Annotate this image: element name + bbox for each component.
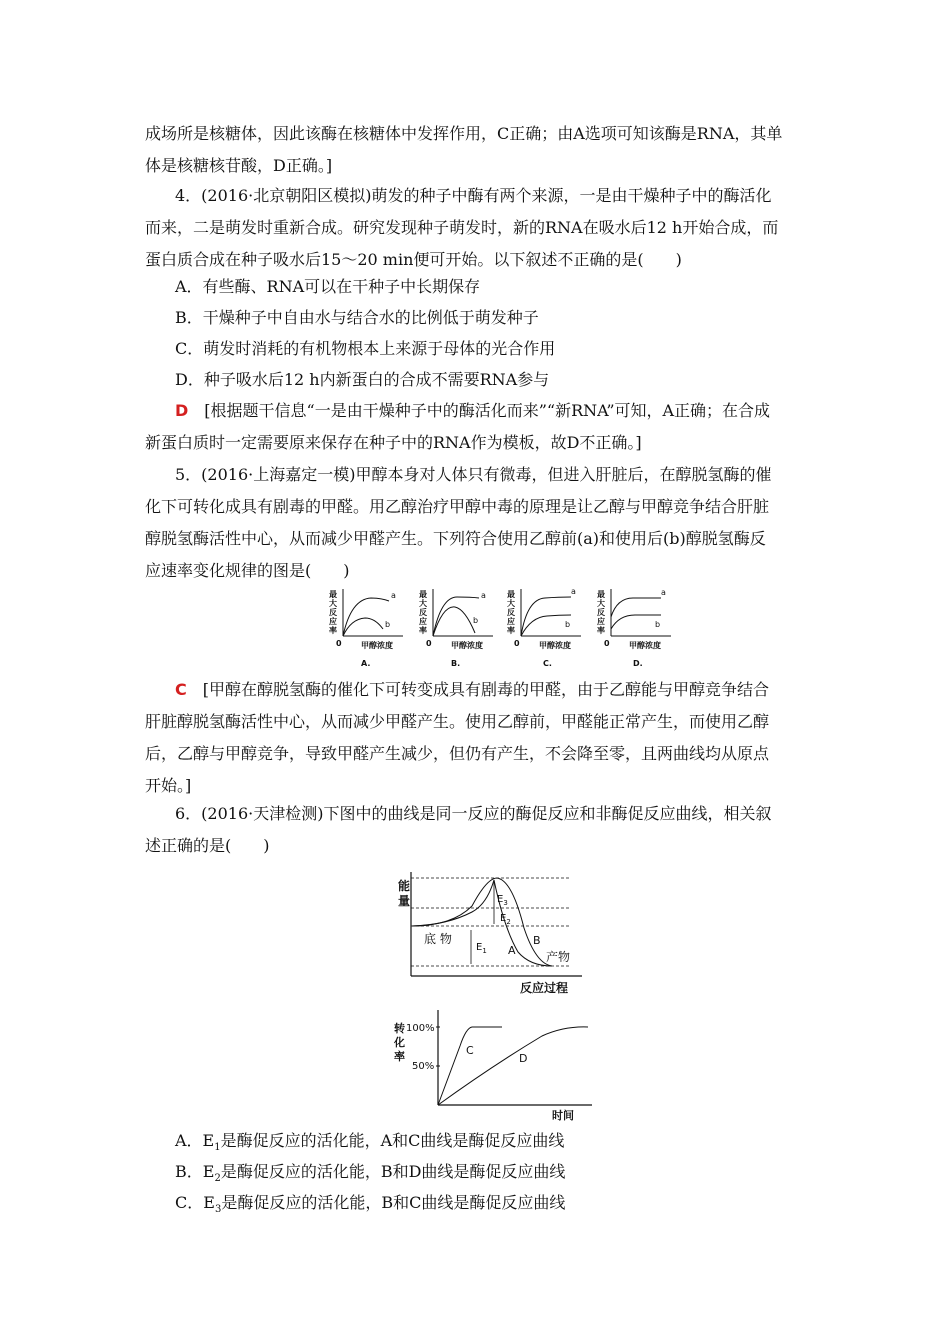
y-axis-label: 反 <box>419 608 427 617</box>
q4-explanation <box>145 395 810 459</box>
y-axis-label: 最 <box>419 590 427 599</box>
y-axis-label: 转 <box>394 1022 405 1035</box>
graph-caption: A. <box>361 659 371 668</box>
text-line: 新蛋白质时一定需要原来保存在种子中的RNA作为模板，故D不正确。] <box>145 433 642 452</box>
text-line: 6．(2016·天津检测)下图中的曲线是同一反应的酶促反应和非酶促反应曲线，相关叙 <box>175 804 772 823</box>
text-line: 而来，二是萌发时重新合成。研究发现种子萌发时，新的RNA在吸水后12 h开始合成，而 <box>145 218 779 237</box>
text-line: 5．(2016·上海嘉定一模)甲醇本身对人体只有微毒，但进入肝脏后，在醇脱氢酶的催 <box>175 465 772 484</box>
y-axis-label: 最 <box>507 590 515 599</box>
product-label: 产物 <box>546 950 571 964</box>
curve-D-label: D <box>519 1052 528 1065</box>
prev-explanation <box>145 118 810 182</box>
text-line: 化下可转化成具有剧毒的甲醛。用乙醇治疗甲醇中毒的原理是让乙醇与甲醇竞争结合肝脏 <box>145 497 770 516</box>
x-axis-label: 甲醇浓度 <box>451 641 483 650</box>
energy-diagram <box>392 868 592 998</box>
y-axis-label: 应 <box>507 617 515 626</box>
curve-a-label: a <box>571 587 576 596</box>
text-line: 应速率变化规律的图是( ) <box>145 561 350 580</box>
answer-letter: C <box>175 680 187 699</box>
origin-label: 0 <box>604 639 610 648</box>
curve-C-label: C <box>466 1044 474 1057</box>
q5-options-figure <box>325 585 675 673</box>
y-axis-label: 率 <box>419 626 427 635</box>
e3-label: $E_3$ <box>497 894 508 907</box>
x-axis-label: 甲醇浓度 <box>629 641 661 650</box>
curve-b <box>611 615 661 629</box>
y-axis-label: 反 <box>507 608 515 617</box>
e1-label: $E_1$ <box>476 942 487 955</box>
graph-caption: D. <box>633 659 643 668</box>
tick-label-100: 100% <box>406 1023 435 1034</box>
x-axis-label: 甲醇浓度 <box>539 641 571 650</box>
y-axis-label: 化 <box>394 1036 405 1049</box>
text-line: 肝脏醇脱氢酶活性中心，从而减少甲醛产生。使用乙醇前，甲醛能正常产生，而使用乙醇 <box>145 712 770 731</box>
y-axis-label: 能 <box>398 879 411 893</box>
text-line: 开始。] <box>145 776 192 795</box>
y-axis-label: 应 <box>329 617 337 626</box>
text-line: 后，乙醇与甲醇竞争，导致甲醛产生减少，但仍有产生，不会降至零，且两曲线均从原点 <box>145 744 770 763</box>
q4-option-d: D．种子吸水后12 h内新蛋白的合成不需要RNA参与 <box>175 370 550 389</box>
text-line: [根据题干信息“一是由干燥种子中的酶活化而来”“新RNA”可知，A正确；在合成 <box>188 401 771 420</box>
q4-option-b: B．干燥种子中自由水与结合水的比例低于萌发种子 <box>175 308 539 327</box>
graph-caption: C. <box>543 659 552 668</box>
answer-letter: D <box>175 401 189 420</box>
graph-caption: B. <box>451 659 461 668</box>
graph-c <box>507 587 581 668</box>
q5-explanation <box>145 674 810 802</box>
q4-option-a: A．有些酶、RNA可以在干种子中长期保存 <box>175 277 481 296</box>
origin-label: 0 <box>336 639 342 648</box>
curve-b <box>343 618 383 636</box>
curve-b <box>521 615 571 636</box>
curve-A-label: A <box>508 944 516 957</box>
q4-option-c: C．萌发时消耗的有机物根本上来源于母体的光合作用 <box>175 339 556 358</box>
y-axis-label: 率 <box>329 626 337 635</box>
text-line: 体是核糖核苷酸，D正确。] <box>145 156 333 175</box>
q6-option-b: B．$E_2$是酶促反应的活化能，B和D曲线是酶促反应曲线 <box>175 1162 566 1185</box>
y-axis-label: 率 <box>507 626 515 635</box>
x-axis-label: 甲醇浓度 <box>361 641 393 650</box>
text-line: 成场所是核糖体，因此该酶在核糖体中发挥作用，C正确；由A选项可知该酶是RNA，其单 <box>145 124 783 143</box>
y-axis-label: 反 <box>329 608 337 617</box>
y-axis-label: 大 <box>419 599 427 608</box>
text-line: 蛋白质合成在种子吸水后15～20 min便可开始。以下叙述不正确的是( ) <box>145 250 682 269</box>
curve-C <box>438 1027 502 1105</box>
y-axis-label: 应 <box>419 617 427 626</box>
graph-a <box>329 589 403 668</box>
curve-b-label: b <box>565 620 571 629</box>
y-axis-label: 大 <box>329 599 337 608</box>
text-line: 4．(2016·北京朝阳区模拟)萌发的种子中酶有两个来源，一是由干燥种子中的酶活化 <box>175 186 772 205</box>
question-5-stem <box>145 459 810 587</box>
tick-label-50: 50% <box>412 1061 435 1072</box>
e2-label: $E_2$ <box>500 913 511 926</box>
q6-option-c: C．$E_3$是酶促反应的活化能，B和C曲线是酶促反应曲线 <box>175 1193 566 1216</box>
y-axis-label: 应 <box>597 617 605 626</box>
curve-a <box>343 598 389 636</box>
curve-a-label: a <box>481 591 486 600</box>
curve-b-label: b <box>655 620 661 629</box>
origin-label: 0 <box>426 639 432 648</box>
conversion-rate-diagram <box>392 1006 602 1126</box>
y-axis-label: 大 <box>597 599 605 608</box>
graph-b <box>419 589 493 668</box>
graph-d <box>597 588 671 668</box>
y-axis-label: 率 <box>597 626 605 635</box>
substrate-label: 底 物 <box>424 932 452 946</box>
origin-label: 0 <box>514 639 520 648</box>
y-axis-label: 反 <box>597 608 605 617</box>
q6-option-a: A．$E_1$是酶促反应的活化能，A和C曲线是酶促反应曲线 <box>175 1131 565 1154</box>
y-axis-label: 最 <box>329 590 337 599</box>
x-axis-label: 反应过程 <box>520 981 569 995</box>
curve-a-label: a <box>391 591 396 600</box>
text-line: [甲醇在醇脱氢酶的催化下可转变成具有剧毒的甲醛，由于乙醇能与甲醇竞争结合 <box>186 680 769 699</box>
curve-B-label: B <box>533 934 541 947</box>
x-axis-label: 时间 <box>552 1109 574 1122</box>
curve-b-label: b <box>385 620 391 629</box>
curve-a-label: a <box>661 588 666 597</box>
y-axis-label: 量 <box>398 894 411 908</box>
question-4-stem <box>145 180 810 276</box>
curve-a <box>611 598 661 617</box>
question-6-stem <box>145 798 810 862</box>
y-axis-label: 大 <box>507 599 515 608</box>
curve-b-label: b <box>473 616 479 625</box>
text-line: 醇脱氢酶活性中心，从而减少甲醛产生。下列符合使用乙醇前(a)和使用后(b)醇脱氢酶反 <box>145 529 766 548</box>
curve-D <box>438 1027 588 1105</box>
y-axis-label: 率 <box>394 1050 405 1063</box>
y-axis-label: 最 <box>597 590 605 599</box>
curve-b <box>433 607 475 636</box>
text-line: 述正确的是( ) <box>145 836 270 855</box>
